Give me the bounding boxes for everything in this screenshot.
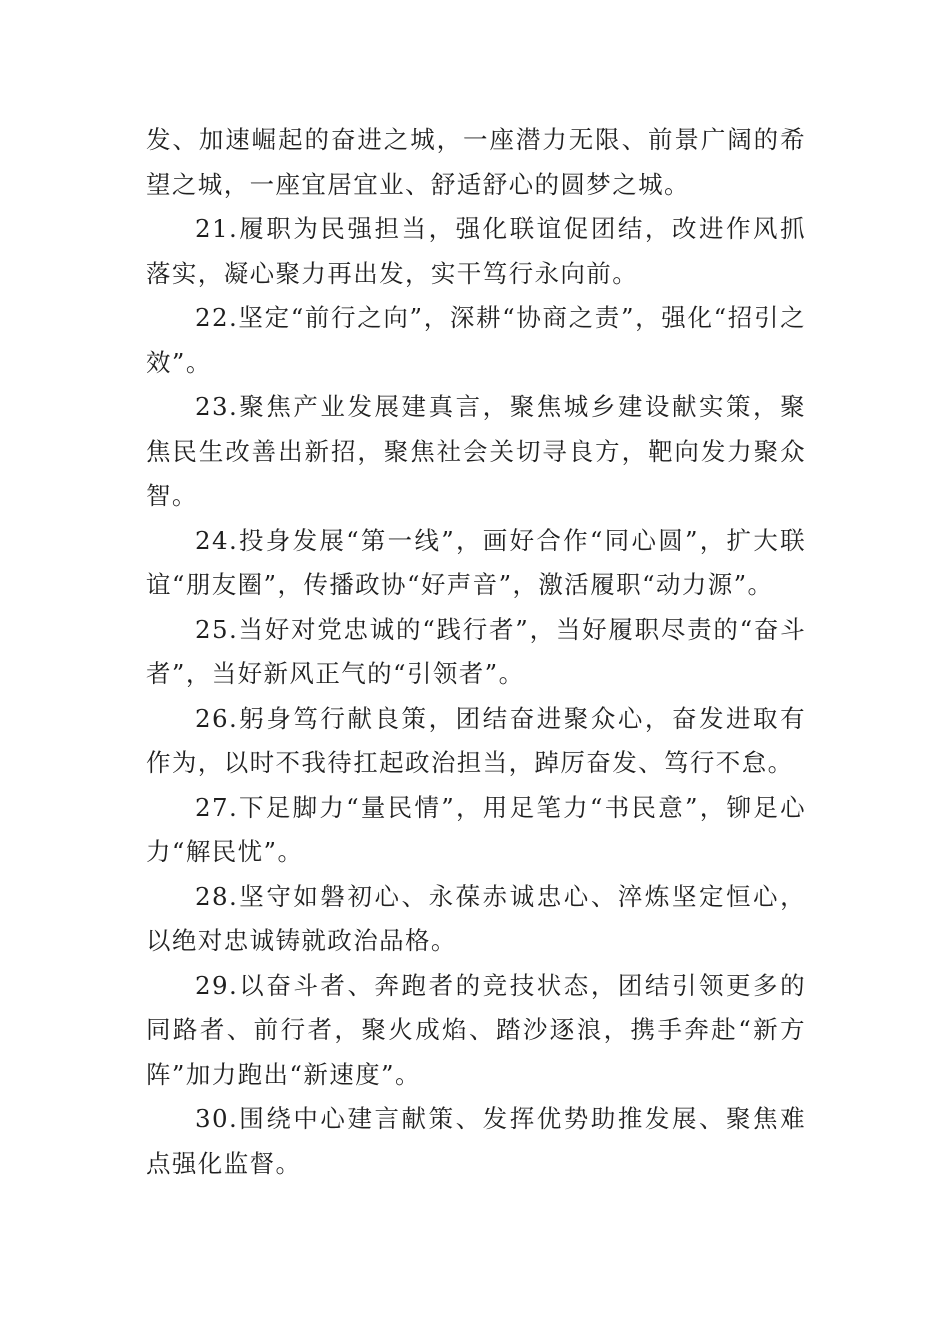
document-body (146, 118, 806, 1186)
paragraph-item-22: 22.坚定“前行之向”，深耕“协商之责”，强化“招引之效”。 (146, 303, 806, 377)
paragraph-item-30: 30.围绕中心建言献策、发挥优势助推发展、聚焦难点强化监督。 (146, 1104, 806, 1178)
paragraph-item-21: 21.履职为民强担当，强化联谊促团结，改进作风抓落实，凝心聚力再出发，实干笃行永向前。 (146, 214, 806, 288)
paragraph-item-24: 24.投身发展“第一线”，画好合作“同心圆”，扩大联谊“朋友圈”，传播政协“好声音”，激活履职“动力源”。 (146, 525, 806, 599)
paragraph-continuation: 发、加速崛起的奋进之城，一座潜力无限、前景广阔的希望之城，一座宜居宜业、舒适舒心的圆梦之城。 (146, 125, 806, 199)
paragraph-item-26: 26.躬身笃行献良策，团结奋进聚众心，奋发进取有作为，以时不我待扛起政治担当，踔厉奋发、笃行不怠。 (146, 703, 806, 777)
paragraph-item-29: 29.以奋斗者、奔跑者的竞技状态，团结引领更多的同路者、前行者，聚火成焰、踏沙逐浪，携手奔赴“新方阵”加力跑出“新速度”。 (146, 970, 806, 1089)
paragraph-item-25: 25.当好对党忠诚的“践行者”，当好履职尽责的“奋斗者”，当好新风正气的“引领者”。 (146, 614, 806, 688)
paragraph-item-27: 27.下足脚力“量民情”，用足笔力“书民意”，铆足心力“解民忧”。 (146, 792, 806, 866)
paragraph-item-28: 28.坚守如磐初心、永葆赤诚忠心、淬炼坚定恒心，以绝对忠诚铸就政治品格。 (146, 881, 806, 955)
paragraph-item-23: 23.聚焦产业发展建真言，聚焦城乡建设献实策，聚焦民生改善出新招，聚焦社会关切寻良方，靶向发力聚众智。 (146, 392, 806, 510)
